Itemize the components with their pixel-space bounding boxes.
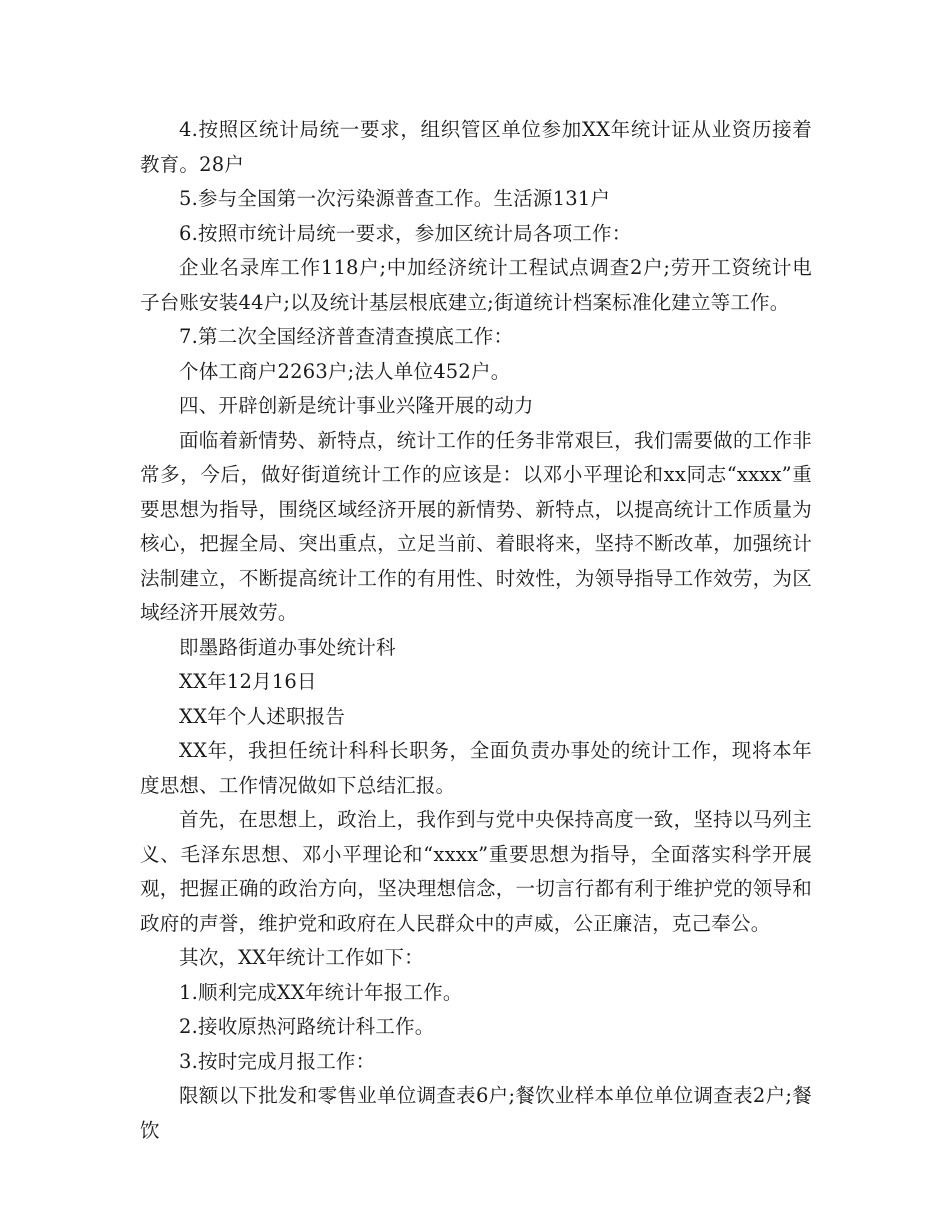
paragraph-intro: XX年，我担任统计科科长职务，全面负责办事处的统计工作，现将本年度思想、工作情况做如下总结汇报。 xyxy=(140,739,812,797)
document-body xyxy=(140,113,812,1148)
paragraph-outlook: 面临着新情势、新特点，统计工作的任务非常艰巨，我们需要做的工作非常多，今后，做好街道统计工作的应该是：以邓小平理论和xx同志“xxxx”重要思想为指导，围绕区域经济开展的新情势、新特点，以提高统计工作质量为核心，把握全局、突出重点，立足当前、着眼将来，坚持不断改革，加强统计法制建立，不断提高统计工作的有用性、时效性，为领导指导工作效劳，为区域经济开展效劳。 xyxy=(140,428,812,624)
paragraph-work-2: 2.接收原热河路统计科工作。 xyxy=(179,1015,435,1038)
section-heading-4: 四、开辟创新是统计事业兴隆开展的动力 xyxy=(179,394,534,417)
paragraph-item-5: 5.参与全国第一次污染源普查工作。生活源131户 xyxy=(179,187,611,210)
signature-date: XX年12月16日 xyxy=(179,670,317,693)
paragraph-work-1: 1.顺利完成XX年统计年报工作。 xyxy=(179,980,463,1004)
paragraph-item-6: 6.按照市统计局统一要求，参加区统计局各项工作： xyxy=(179,221,632,245)
paragraph-item-6-detail: 企业名录库工作118户;中加经济统计工程试点调查2户;劳开工资统计电子台账安装44户;以及统计基层根底建立;街道统计档案标准化建立等工作。 xyxy=(140,256,812,314)
paragraph-work-intro: 其次，XX年统计工作如下： xyxy=(179,946,424,969)
report-title: XX年个人述职报告 xyxy=(179,704,346,728)
paragraph-ideology: 首先，在思想上，政治上，我作到与党中央保持高度一致，坚持以马列主义、毛泽东思想、邓小平理论和“xxxx”重要思想为指导，全面落实科学开展观，把握正确的政治方向，坚决理想信念，一切言行都有利于维护党的领导和政府的声誉，维护党和政府在人民群众中的声威，公正廉洁，克己奉公。 xyxy=(140,808,812,935)
signature-office: 即墨路街道办事处统计科 xyxy=(179,635,396,659)
paragraph-work-3: 3.按时完成月报工作： xyxy=(179,1049,376,1073)
paragraph-work-3-detail: 限额以下批发和零售业单位调查表6户;餐饮业样本单位单位调查表2户;餐饮 xyxy=(140,1084,812,1142)
paragraph-item-4: 4.按照区统计局统一要求，组织管区单位参加XX年统计证从业资历接着教育。28户 xyxy=(140,118,812,176)
paragraph-item-7: 7.第二次全国经济普查清查摸底工作： xyxy=(179,325,514,348)
paragraph-item-7-detail: 个体工商户2263户;法人单位452户。 xyxy=(179,359,511,383)
